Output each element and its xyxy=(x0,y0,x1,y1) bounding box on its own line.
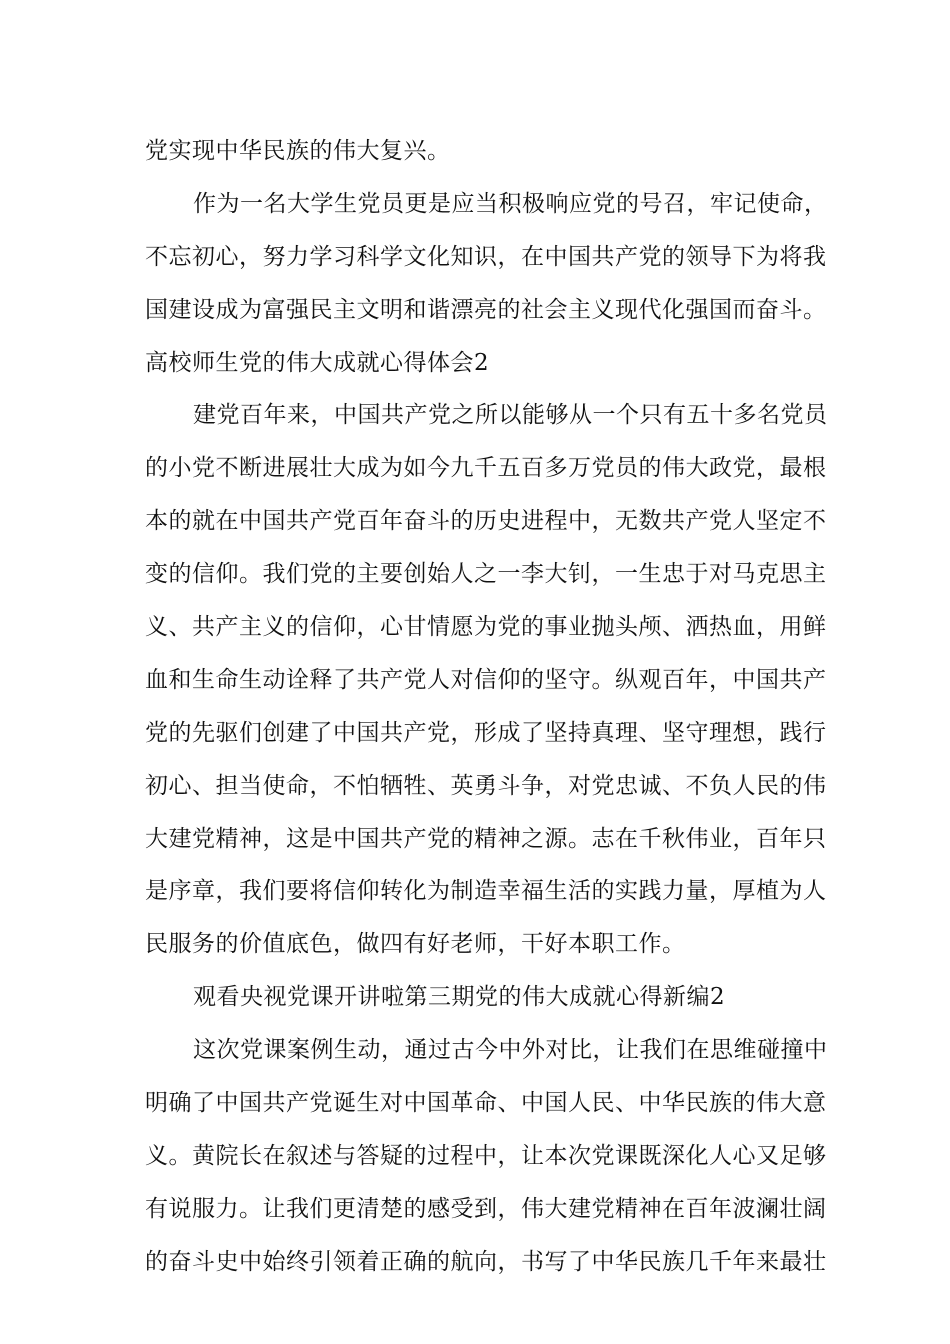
text-line: 大建党精神，这是中国共产党的精神之源。志在千秋伟业，百年只 xyxy=(145,825,827,852)
text-line: 的小党不断进展壮大成为如今九千五百多万党员的伟大政党，最根 xyxy=(145,455,827,482)
text-line: 血和生命生动诠释了共产党人对信仰的坚守。纵观百年，中国共产 xyxy=(145,666,827,693)
text-line: 初心、担当使命，不怕牺牲、英勇斗争，对党忠诚、不负人民的伟 xyxy=(145,772,827,799)
section-heading: 观看央视党课开讲啦第三期党的伟大成就心得新编2 xyxy=(193,984,726,1011)
text-line: 是序章，我们要将信仰转化为制造幸福生活的实践力量，厚植为人 xyxy=(145,878,827,905)
text-line: 明确了中国共产党诞生对中国革命、中国人民、中华民族的伟大意 xyxy=(145,1090,827,1117)
text-line: 有说服力。让我们更清楚的感受到，伟大建党精神在百年波澜壮阔 xyxy=(145,1195,827,1222)
text-line: 建党百年来，中国共产党之所以能够从一个只有五十多名党员 xyxy=(193,402,828,429)
text-line: 的奋斗史中始终引领着正确的航向，书写了中华民族几千年来最壮 xyxy=(145,1248,827,1275)
section-heading: 高校师生党的伟大成就心得体会2 xyxy=(145,349,490,376)
text-line: 义。黄院长在叙述与答疑的过程中，让本次党课既深化人心又足够 xyxy=(145,1142,827,1169)
text-line: 党的先驱们创建了中国共产党，形成了坚持真理、坚守理想，践行 xyxy=(145,719,827,746)
text-line: 义、共产主义的信仰，心甘情愿为党的事业抛头颅、洒热血，用鲜 xyxy=(145,614,827,641)
document-body xyxy=(145,125,828,1289)
text-line: 党实现中华民族的伟大复兴。 xyxy=(145,138,451,164)
text-line: 这次党课案例生动，通过古今中外对比，让我们在思维碰撞中 xyxy=(193,1037,828,1064)
text-line: 作为一名大学生党员更是应当积极响应党的号召，牢记使命， xyxy=(193,190,828,217)
text-line: 变的信仰。我们党的主要创始人之一李大钊，一生忠于对马克思主 xyxy=(145,561,827,588)
text-line: 国建设成为富强民主文明和谐漂亮的社会主义现代化强国而奋斗。 xyxy=(145,296,827,323)
text-line: 不忘初心，努力学习科学文化知识，在中国共产党的领导下为将我 xyxy=(145,243,827,270)
text-line: 本的就在中国共产党百年奋斗的历史进程中，无数共产党人坚定不 xyxy=(145,508,827,535)
text-line: 民服务的价值底色，做四有好老师，干好本职工作。 xyxy=(145,931,686,958)
